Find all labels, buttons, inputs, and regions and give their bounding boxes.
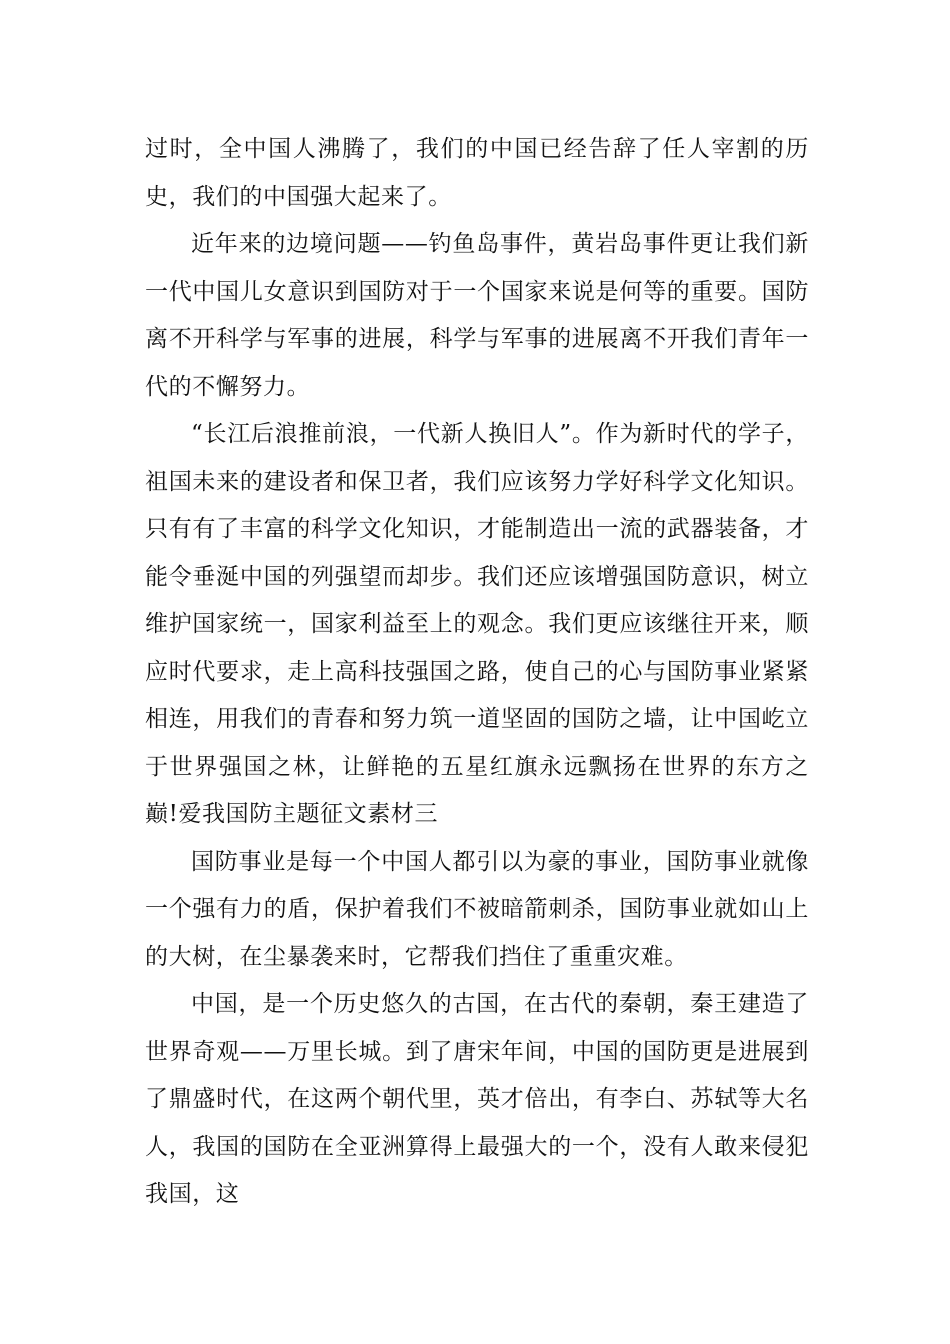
paragraph-5: 中国，是一个历史悠久的古国，在古代的秦朝，秦王建造了世界奇观——万里长城。到了唐宋年间，中国的国防更是进展到了鼎盛时代，在这两个朝代里，英才倍出，有李白、苏轼等大名人，我国的国防在全亚洲算得上最强大的一个，没有人敢来侵犯我国，这 <box>145 991 809 1207</box>
paragraph-2: 近年来的边境问题——钓鱼岛事件，黄岩岛事件更让我们新一代中国儿女意识到国防对于一个国家来说是何等的重要。国防离不开科学与军事的进展，科学与军事的进展离不开我们青年一代的不懈努力。 <box>145 231 809 400</box>
paragraph-1: 过时，全中国人沸腾了，我们的中国已经告辞了任人宰割的历史，我们的中国强大起来了。 <box>145 136 809 210</box>
document-body <box>145 126 809 1219</box>
paragraph-4: 国防事业是每一个中国人都引以为豪的事业，国防事业就像一个强有力的盾，保护着我们不被暗箭刺杀，国防事业就如山上的大树，在尘暴袭来时，它帮我们挡住了重重灾难。 <box>145 848 809 970</box>
paragraph-3: “长江后浪推前浪，一代新人换旧人”。作为新时代的学子，祖国未来的建设者和保卫者，我们应该努力学好科学文化知识。只有有了丰富的科学文化知识，才能制造出一流的武器装备，才能令垂涎中国的列强望而却步。我们还应该增强国防意识，树立维护国家统一，国家利益至上的观念。我们更应该继往开来，顺应时代要求，走上高科技强国之路，使自己的心与国防事业紧紧相连，用我们的青春和努力筑一道坚固的国防之墙，让中国屹立于世界强国之林，让鲜艳的五星红旗永远飘扬在世界的东方之巅!爱我国防主题征文素材三 <box>145 421 809 827</box>
